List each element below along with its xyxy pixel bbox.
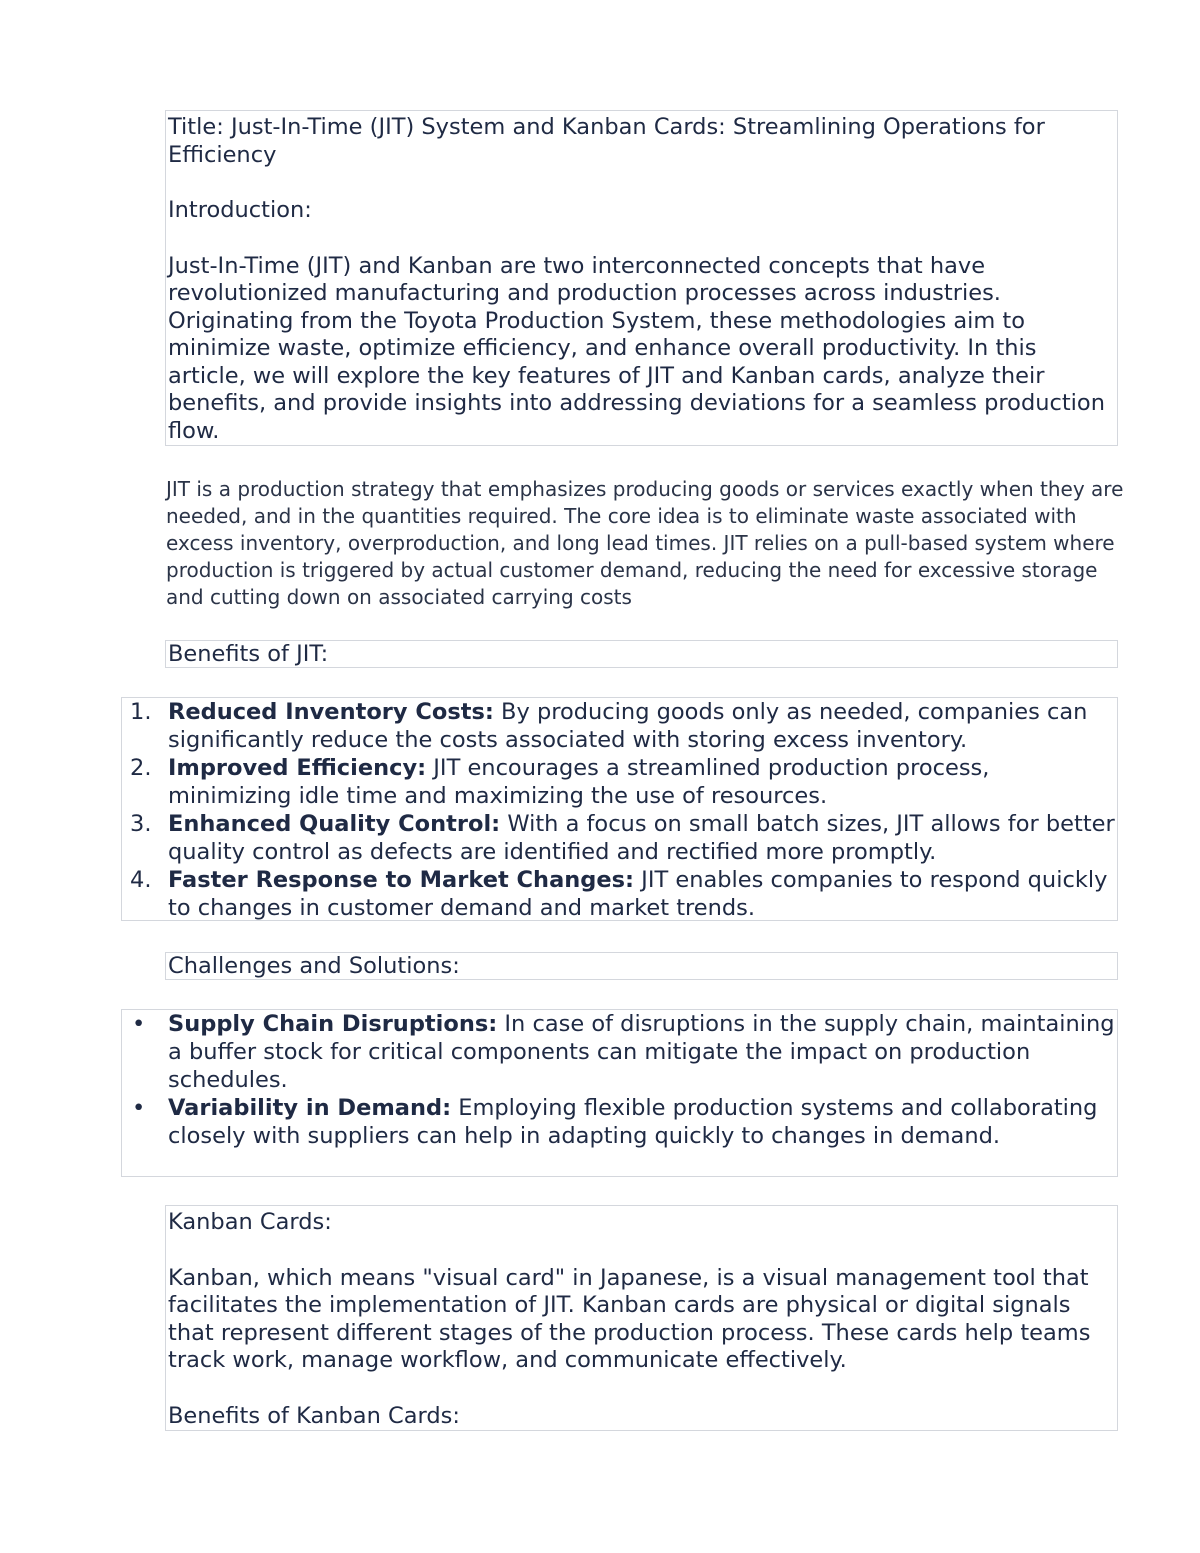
list-item <box>122 810 1117 866</box>
challenges-list-box <box>121 1009 1118 1177</box>
benefit-text: With a focus on small batch sizes, JIT allows for better quality control as defects are identified and rectified more promptly. <box>168 811 1115 865</box>
list-number: 4. <box>130 867 152 893</box>
list-item <box>122 754 1117 810</box>
benefit-text: JIT enables companies to respond quickly to changes in customer demand and market trends. <box>168 867 1108 921</box>
benefit-term: Reduced Inventory Costs: <box>168 699 494 725</box>
challenges-heading-box <box>165 952 1118 980</box>
benefit-text: JIT encourages a streamlined production process, minimizing idle time and maximizing the use of resources. <box>168 755 990 809</box>
introduction-paragraph: Just-In-Time (JIT) and Kanban are two interconnected concepts that have revolutionized manufacturing and production processes across industries. Originating from the Toyota Production System, these methodologies aim to minimize waste, optimize efficiency, and enhance overall productivity. In this article, we will explore the key features of JIT and Kanban cards, analyze their benefits, and provide insights into addressing deviations for a seamless production flow. <box>168 252 1113 444</box>
list-item <box>122 1094 1117 1150</box>
challenge-term: Supply Chain Disruptions: <box>168 1011 498 1037</box>
bullet-icon: • <box>132 1011 146 1037</box>
kanban-section <box>165 1205 1118 1431</box>
kanban-heading: Kanban Cards: <box>168 1209 332 1235</box>
benefit-term: Improved Efficiency: <box>168 755 427 781</box>
list-number: 2. <box>130 755 152 781</box>
challenges-heading: Challenges and Solutions: <box>168 953 460 979</box>
list-item <box>122 866 1117 922</box>
kanban-paragraph: Kanban, which means "visual card" in Japanese, is a visual management tool that facilitates the implementation of JIT. Kanban cards are physical or digital signals that represent different stages of the production process. These cards help teams track work, manage workflow, and communicate effectively. <box>168 1264 1098 1373</box>
benefits-list <box>122 698 1117 922</box>
bullet-icon: • <box>132 1095 146 1121</box>
kanban-benefits-heading: Benefits of Kanban Cards: <box>168 1402 460 1429</box>
benefits-of-jit-heading-box <box>165 640 1118 668</box>
list-number: 1. <box>130 699 152 725</box>
list-number: 3. <box>130 811 152 837</box>
challenge-term: Variability in Demand: <box>168 1095 452 1121</box>
document-title: Title: Just-In-Time (JIT) System and Kanban Cards: Streamlining Operations for Efficiency <box>168 114 1052 168</box>
jit-definition-paragraph: JIT is a production strategy that emphasizes producing goods or services exactly when they are needed, and in the quantities required. The core idea is to eliminate waste associated with excess inventory, overproduction, and long lead times. JIT relies on a pull-based system where production is triggered by actual customer demand, reducing the need for excessive storage and cutting down on associated carrying costs <box>166 477 1124 609</box>
benefit-term: Faster Response to Market Changes: <box>168 867 635 893</box>
benefits-list-box <box>121 697 1118 921</box>
list-item <box>122 1010 1117 1094</box>
challenges-list <box>122 1010 1117 1150</box>
introduction-section <box>165 110 1118 446</box>
introduction-heading: Introduction: <box>168 197 312 223</box>
benefits-of-jit-heading: Benefits of JIT: <box>168 641 329 667</box>
benefit-text: By producing goods only as needed, companies can significantly reduce the costs associated with storing excess inventory. <box>168 699 1088 753</box>
challenge-text: Employing flexible production systems and collaborating closely with suppliers can help in adapting quickly to changes in demand. <box>168 1095 1098 1149</box>
benefit-term: Enhanced Quality Control: <box>168 811 501 837</box>
list-item <box>122 698 1117 754</box>
challenge-text: In case of disruptions in the supply chain, maintaining a buffer stock for critical components can mitigate the impact on production schedules. <box>168 1011 1115 1093</box>
